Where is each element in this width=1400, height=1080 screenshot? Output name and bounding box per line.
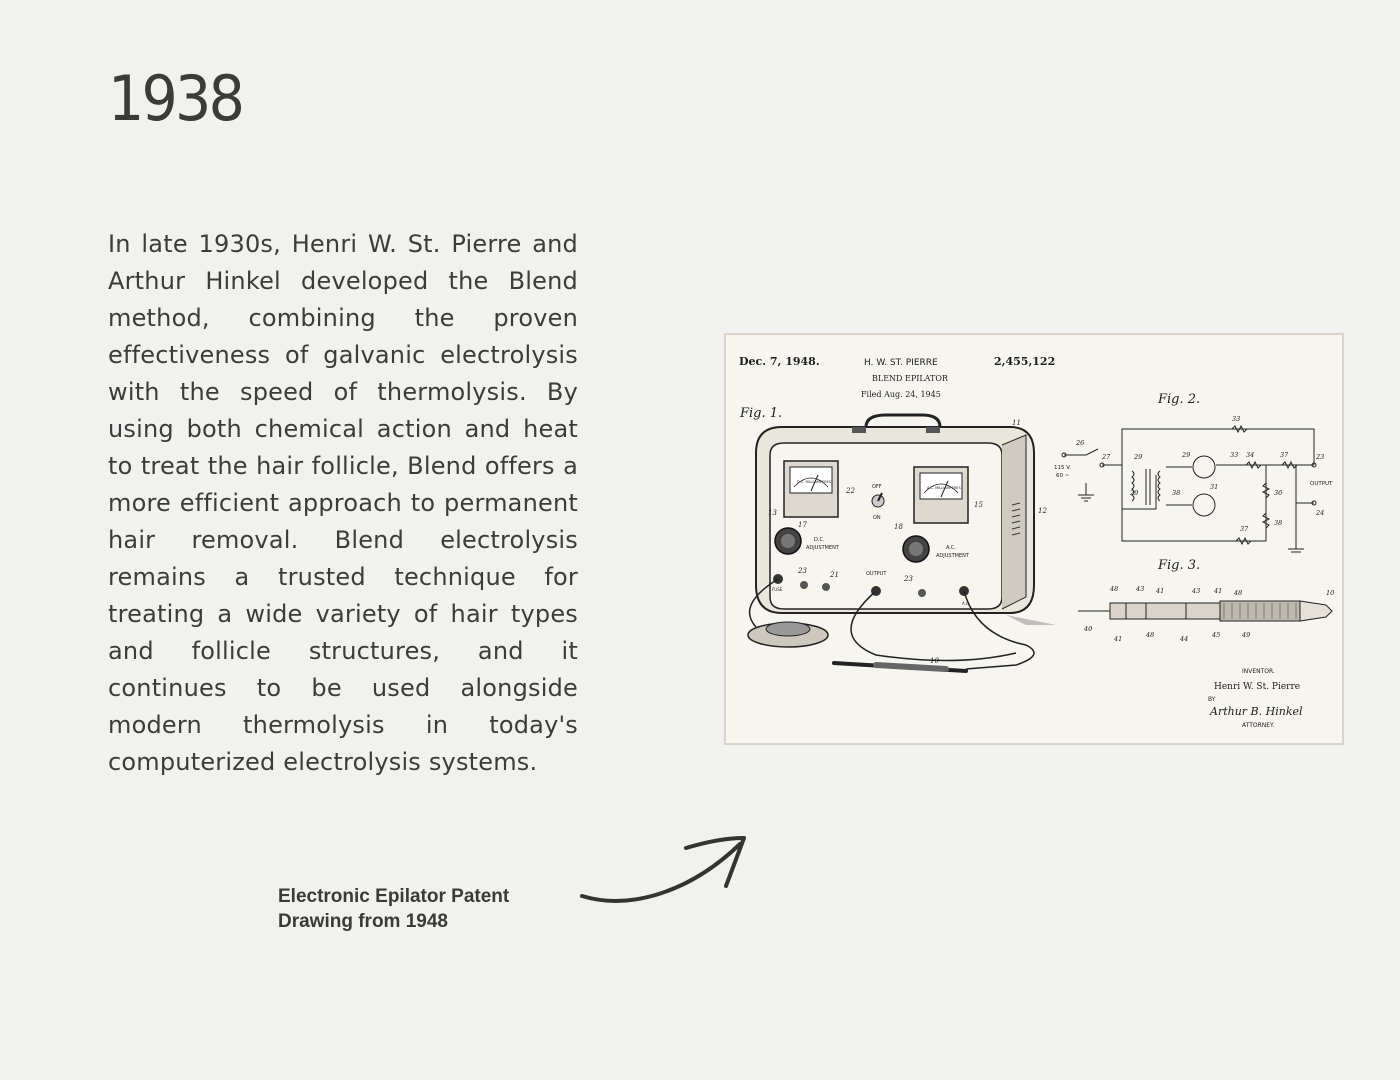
patent-title: BLEND EPILATOR (872, 374, 948, 383)
patent-inventor-name: H. W. ST. PIERRE (864, 358, 938, 368)
circuit-ref-36: 36 (1274, 489, 1283, 497)
circuit-ref-29b: 29 (1130, 489, 1139, 497)
ref-17: 17 (798, 521, 807, 529)
circuit-ref-26: 26 (1076, 439, 1085, 447)
circuit-ref-37b: 37 (1240, 525, 1249, 533)
dc-knob-adjust: ADJUSTMENT (806, 545, 839, 551)
curved-arrow-icon (578, 830, 753, 910)
ac-jack-label: A.C. (962, 601, 971, 606)
patent-date: Dec. 7, 1948. (739, 355, 820, 368)
circuit-voltage: 115 V. (1054, 465, 1072, 471)
fig2-label: Fig. 2. (1158, 392, 1201, 407)
hand-ref-49: 49 (1242, 631, 1251, 639)
hand-ref-40: 40 (1084, 625, 1093, 633)
circuit-ref-38a: 38 (1172, 489, 1181, 497)
hand-ref-48b: 48 (1234, 589, 1243, 597)
history-paragraph: In late 1930s, Henri W. St. Pierre and Arthur Hinkel developed the Blend method, combining the proven effectiveness of galvanic electrolysis with the speed of thermolysis. By using both chemical action and heat to treat the hair follicle, Blend offers a more efficient approach to permanent hair removal. Blend electrolysis remains a trusted technique for treating a wide variety of hair types and follicle structures, and it continues to be used alongside modern thermolysis in today's computerized electrolysis systems. (108, 230, 578, 776)
fig1-label: Fig. 1. (740, 406, 783, 421)
hand-ref-41b: 41 (1214, 587, 1223, 595)
hand-ref-41a: 41 (1156, 587, 1165, 595)
output-label: OUTPUT (866, 571, 887, 577)
hand-ref-41c: 41 (1114, 635, 1123, 643)
ref-12: 12 (1038, 507, 1047, 515)
hand-ref-10: 10 (1326, 589, 1335, 597)
ac-knob-adjust: ADJUSTMENT (936, 553, 969, 559)
ac-meter-label: A.C. MILLIAMPERES (927, 486, 961, 490)
caption-line-1: Electronic Epilator Patent (278, 886, 510, 907)
patent-filed-date: Filed Aug. 24, 1945 (861, 390, 941, 399)
hand-ref-48a: 48 (1110, 585, 1119, 593)
ref-10a: 10 (930, 657, 939, 665)
fuse-label: FUSE (772, 587, 783, 592)
circuit-ref-23: 23 (1316, 453, 1325, 461)
hand-ref-45: 45 (1212, 631, 1221, 639)
patent-drawing (724, 333, 1344, 745)
inventor-heading: INVENTOR. (1242, 668, 1275, 675)
circuit-frequency: 60 ~ (1056, 473, 1070, 479)
circuit-ref-24: 24 (1316, 509, 1325, 517)
dc-knob-label: D.C. (814, 537, 825, 543)
circuit-ref-29a: 29 (1134, 453, 1143, 461)
fig3-label: Fig. 3. (1158, 558, 1201, 573)
year-heading: 1938 (108, 62, 243, 135)
patent-number: 2,455,122 (994, 355, 1056, 368)
handpiece-drawing (1078, 601, 1332, 621)
inventor-signature: Henri W. St. Pierre (1214, 682, 1301, 692)
circuit-ref-33a: 33 (1232, 415, 1241, 423)
ref-18: 18 (894, 523, 903, 531)
hand-ref-43a: 43 (1136, 585, 1145, 593)
epilator-cabinet (748, 415, 1056, 671)
caption-line-2: Drawing from 1948 (278, 911, 448, 932)
off-label: OFF (872, 484, 882, 490)
by-label: BY (1208, 696, 1216, 703)
attorney-label: ATTORNEY. (1242, 722, 1275, 729)
ref-21: 21 (830, 571, 839, 579)
circuit-ref-37a: 37 (1280, 451, 1289, 459)
circuit-ref-31: 31 (1210, 483, 1219, 491)
ac-knob-label: A.C. (946, 545, 957, 551)
ref-13: 13 (768, 509, 777, 517)
on-label: ON (873, 515, 881, 521)
dc-meter-label: D.C. MILLIAMPERES (797, 480, 832, 484)
circuit-ref-27: 27 (1102, 453, 1111, 461)
ref-23b: 23 (904, 575, 913, 583)
circuit-ref-33b: 33 (1230, 451, 1239, 459)
circuit-output-label: OUTPUT (1310, 481, 1333, 487)
hand-ref-44: 44 (1180, 635, 1189, 643)
circuit-ref-34: 34 (1246, 451, 1255, 459)
ref-22: 22 (846, 487, 855, 495)
hand-ref-43b: 43 (1192, 587, 1201, 595)
patent-illustration (726, 335, 1342, 743)
ref-11: 11 (1012, 419, 1021, 427)
circuit-ref-29c: 29 (1182, 451, 1191, 459)
image-caption (278, 884, 578, 934)
attorney-signature: Arthur B. Hinkel (1210, 705, 1303, 718)
ref-15: 15 (974, 501, 983, 509)
ref-23a: 23 (798, 567, 807, 575)
hand-ref-48c: 48 (1146, 631, 1155, 639)
circuit-ref-38b: 38 (1274, 519, 1283, 527)
